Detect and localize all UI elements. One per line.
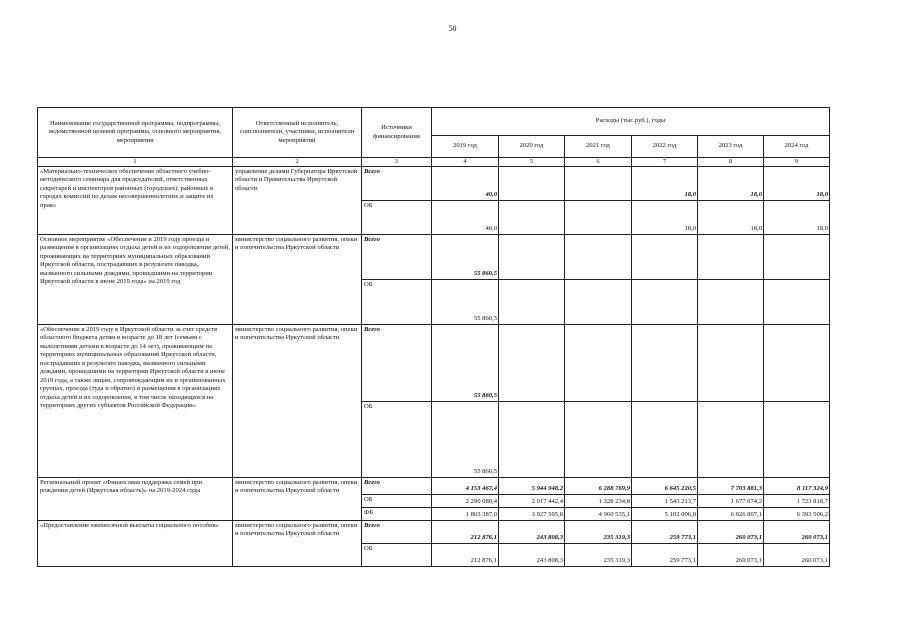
expense-value: 55 860,5 bbox=[432, 325, 499, 402]
expense-value bbox=[565, 325, 632, 402]
funding-source: Всего bbox=[362, 235, 432, 280]
expense-value bbox=[764, 402, 830, 478]
expense-value bbox=[499, 167, 565, 201]
column-number: 6 bbox=[565, 158, 632, 167]
expense-value: 1 863 387,0 bbox=[432, 508, 499, 521]
row-executor: министерство социального развития, опеки и попечительства Иркутской области bbox=[233, 478, 362, 521]
expense-value: 18,0 bbox=[698, 167, 764, 201]
expense-value bbox=[565, 235, 632, 280]
table-row bbox=[38, 167, 830, 201]
header-name: Наименование государственной программы, подпрограммы, ведомственной целевой программы, основного мероприятия, мероприятия bbox=[38, 108, 233, 158]
expense-value bbox=[764, 280, 830, 325]
table-row bbox=[38, 325, 830, 402]
funding-source: ФБ bbox=[362, 508, 432, 521]
row-name: Основное мероприятие «Обеспечение в 2019 году проезда и размещения в организациях отдыха детей и их оздоровления детей, проживающих на территориях муниципальных образований Иркутской области, пострадавших в результате паводка, вызванного сильными дождями, прошедшими на территории Иркутской области в июне 2019 года» на 2019 год bbox=[38, 235, 233, 325]
header-year: 2022 год bbox=[632, 136, 698, 158]
table-row bbox=[38, 521, 830, 544]
expense-value: 3 927 505,8 bbox=[499, 508, 565, 521]
expense-value: 5 944 948,2 bbox=[499, 478, 565, 495]
page-number: 50 bbox=[448, 24, 457, 33]
row-name: Региональный проект «Финансовая поддержка семей при рождении детей (Иркутская область)» на 2019-2024 годы bbox=[38, 478, 233, 521]
expense-value: 8 117 324,9 bbox=[764, 478, 830, 495]
column-number: 8 bbox=[698, 158, 764, 167]
column-number: 4 bbox=[432, 158, 499, 167]
funding-source: ОБ bbox=[362, 280, 432, 325]
expense-value: 18,0 bbox=[632, 201, 698, 235]
row-name: «Обеспечение в 2019 году в Иркутской области за счет средств областного бюджета детям в возрасте до 18 лет (семьям с малолетними детьми в возрасте до 14 лет), проживающим на территориях муниципальных образований Иркутской области, пострадавших в результате паводка, вызванного сильными дождями, прошедшими на территории Иркутской области в июне 2019 года, а также лицам, сопровождающим их в организованных группах, проезда (туда и обратно) и размещения в организациях отдыха детей и их оздоровления, в том числе находящихся на территориях других субъектов Российской Федерации» bbox=[38, 325, 233, 478]
expense-value: 55 860,5 bbox=[432, 235, 499, 280]
expense-value: 260 073,1 bbox=[764, 544, 830, 567]
header-year: 2023 год bbox=[698, 136, 764, 158]
header-executor: Ответственный исполнитель, соисполнители, участники, исполнители мероприятий bbox=[233, 108, 362, 158]
row-executor: управление делами Губернатора Иркутской области и Правительства Иркутской области bbox=[233, 167, 362, 235]
expense-value bbox=[698, 280, 764, 325]
funding-source: ОБ bbox=[362, 201, 432, 235]
row-name: «Предоставление ежемесячной выплаты социального пособия» bbox=[38, 521, 233, 567]
expense-value bbox=[565, 201, 632, 235]
expense-value: 55 860,5 bbox=[432, 402, 499, 478]
column-number: 9 bbox=[764, 158, 830, 167]
expense-value: 2 017 442,4 bbox=[499, 495, 565, 508]
expense-value: 235 319,3 bbox=[565, 521, 632, 544]
expense-value: 7 703 881,3 bbox=[698, 478, 764, 495]
expense-value: 235 319,3 bbox=[565, 544, 632, 567]
row-name: «Материально-техническое обеспечение областного учебно-методического семинара для председателей, ответственных секретарей и инспекторов районных (городских), районных в городах комиссий по делам несовершеннолетних и защите их прав» bbox=[38, 167, 233, 235]
expense-value: 260 073,1 bbox=[764, 521, 830, 544]
expense-value bbox=[499, 235, 565, 280]
expense-value: 243 808,3 bbox=[499, 544, 565, 567]
column-number: 2 bbox=[233, 158, 362, 167]
expense-value bbox=[632, 235, 698, 280]
expense-value: 1 543 213,7 bbox=[632, 495, 698, 508]
expense-value: 1 328 234,8 bbox=[565, 495, 632, 508]
header-year: 2019 год bbox=[432, 136, 499, 158]
expense-value bbox=[632, 325, 698, 402]
expense-value bbox=[764, 325, 830, 402]
expense-value bbox=[698, 235, 764, 280]
expense-value bbox=[499, 280, 565, 325]
expense-value bbox=[632, 280, 698, 325]
expense-value: 6 393 506,2 bbox=[764, 508, 830, 521]
expense-value bbox=[632, 402, 698, 478]
expense-value: 18,0 bbox=[698, 201, 764, 235]
expense-value bbox=[565, 167, 632, 201]
expense-value: 6 026 807,1 bbox=[698, 508, 764, 521]
expense-value bbox=[499, 201, 565, 235]
expense-value: 18,0 bbox=[632, 167, 698, 201]
expense-value: 4 153 467,4 bbox=[432, 478, 499, 495]
expense-value: 40,0 bbox=[432, 167, 499, 201]
expense-value: 259 773,1 bbox=[632, 544, 698, 567]
row-executor: министерство социального развития, опеки и попечительства Иркутской области bbox=[233, 235, 362, 325]
column-number: 5 bbox=[499, 158, 565, 167]
expense-value bbox=[499, 325, 565, 402]
row-executor: министерство социального развития, опеки и попечительства Иркутской области bbox=[233, 325, 362, 478]
expense-value: 1 677 074,2 bbox=[698, 495, 764, 508]
expense-value: 212 876,1 bbox=[432, 544, 499, 567]
expense-value: 260 073,1 bbox=[698, 521, 764, 544]
expense-value: 259 773,1 bbox=[632, 521, 698, 544]
header-year: 2021 год bbox=[565, 136, 632, 158]
expense-value: 212 876,1 bbox=[432, 521, 499, 544]
expense-value bbox=[565, 402, 632, 478]
header-year: 2024 год bbox=[764, 136, 830, 158]
expense-value: 2 290 080,4 bbox=[432, 495, 499, 508]
header-source: Источники финансирования bbox=[362, 108, 432, 158]
funding-source: Всего bbox=[362, 478, 432, 495]
expense-value: 260 073,1 bbox=[698, 544, 764, 567]
expense-value bbox=[565, 280, 632, 325]
funding-source: ОБ bbox=[362, 495, 432, 508]
funding-source: Всего bbox=[362, 325, 432, 402]
expense-value: 1 723 818,7 bbox=[764, 495, 830, 508]
expense-value: 18,0 bbox=[764, 201, 830, 235]
funding-source: Всего bbox=[362, 521, 432, 544]
expense-value: 6 645 220,5 bbox=[632, 478, 698, 495]
expense-value: 18,0 bbox=[764, 167, 830, 201]
expense-value: 243 808,3 bbox=[499, 521, 565, 544]
funding-source: Всего bbox=[362, 167, 432, 201]
expense-value: 40,0 bbox=[432, 201, 499, 235]
expense-value: 5 102 006,8 bbox=[632, 508, 698, 521]
expense-value bbox=[698, 325, 764, 402]
expense-value bbox=[499, 402, 565, 478]
row-executor: министерство социального развития, опеки и попечительства Иркутской области bbox=[233, 521, 362, 567]
column-number: 3 bbox=[362, 158, 432, 167]
expense-value: 55 860,5 bbox=[432, 280, 499, 325]
header-year: 2020 год bbox=[499, 136, 565, 158]
funding-source: ОБ bbox=[362, 544, 432, 567]
header-expenses: Расходы (тыс.руб.), годы bbox=[432, 108, 830, 136]
table-row bbox=[38, 478, 830, 495]
table-row bbox=[38, 235, 830, 280]
expense-value bbox=[764, 235, 830, 280]
column-number: 7 bbox=[632, 158, 698, 167]
expense-value: 6 288 769,9 bbox=[565, 478, 632, 495]
funding-source: ОБ bbox=[362, 402, 432, 478]
column-number: 1 bbox=[38, 158, 233, 167]
expense-value: 4 960 535,1 bbox=[565, 508, 632, 521]
expenditure-table bbox=[37, 107, 830, 567]
expense-value bbox=[698, 402, 764, 478]
